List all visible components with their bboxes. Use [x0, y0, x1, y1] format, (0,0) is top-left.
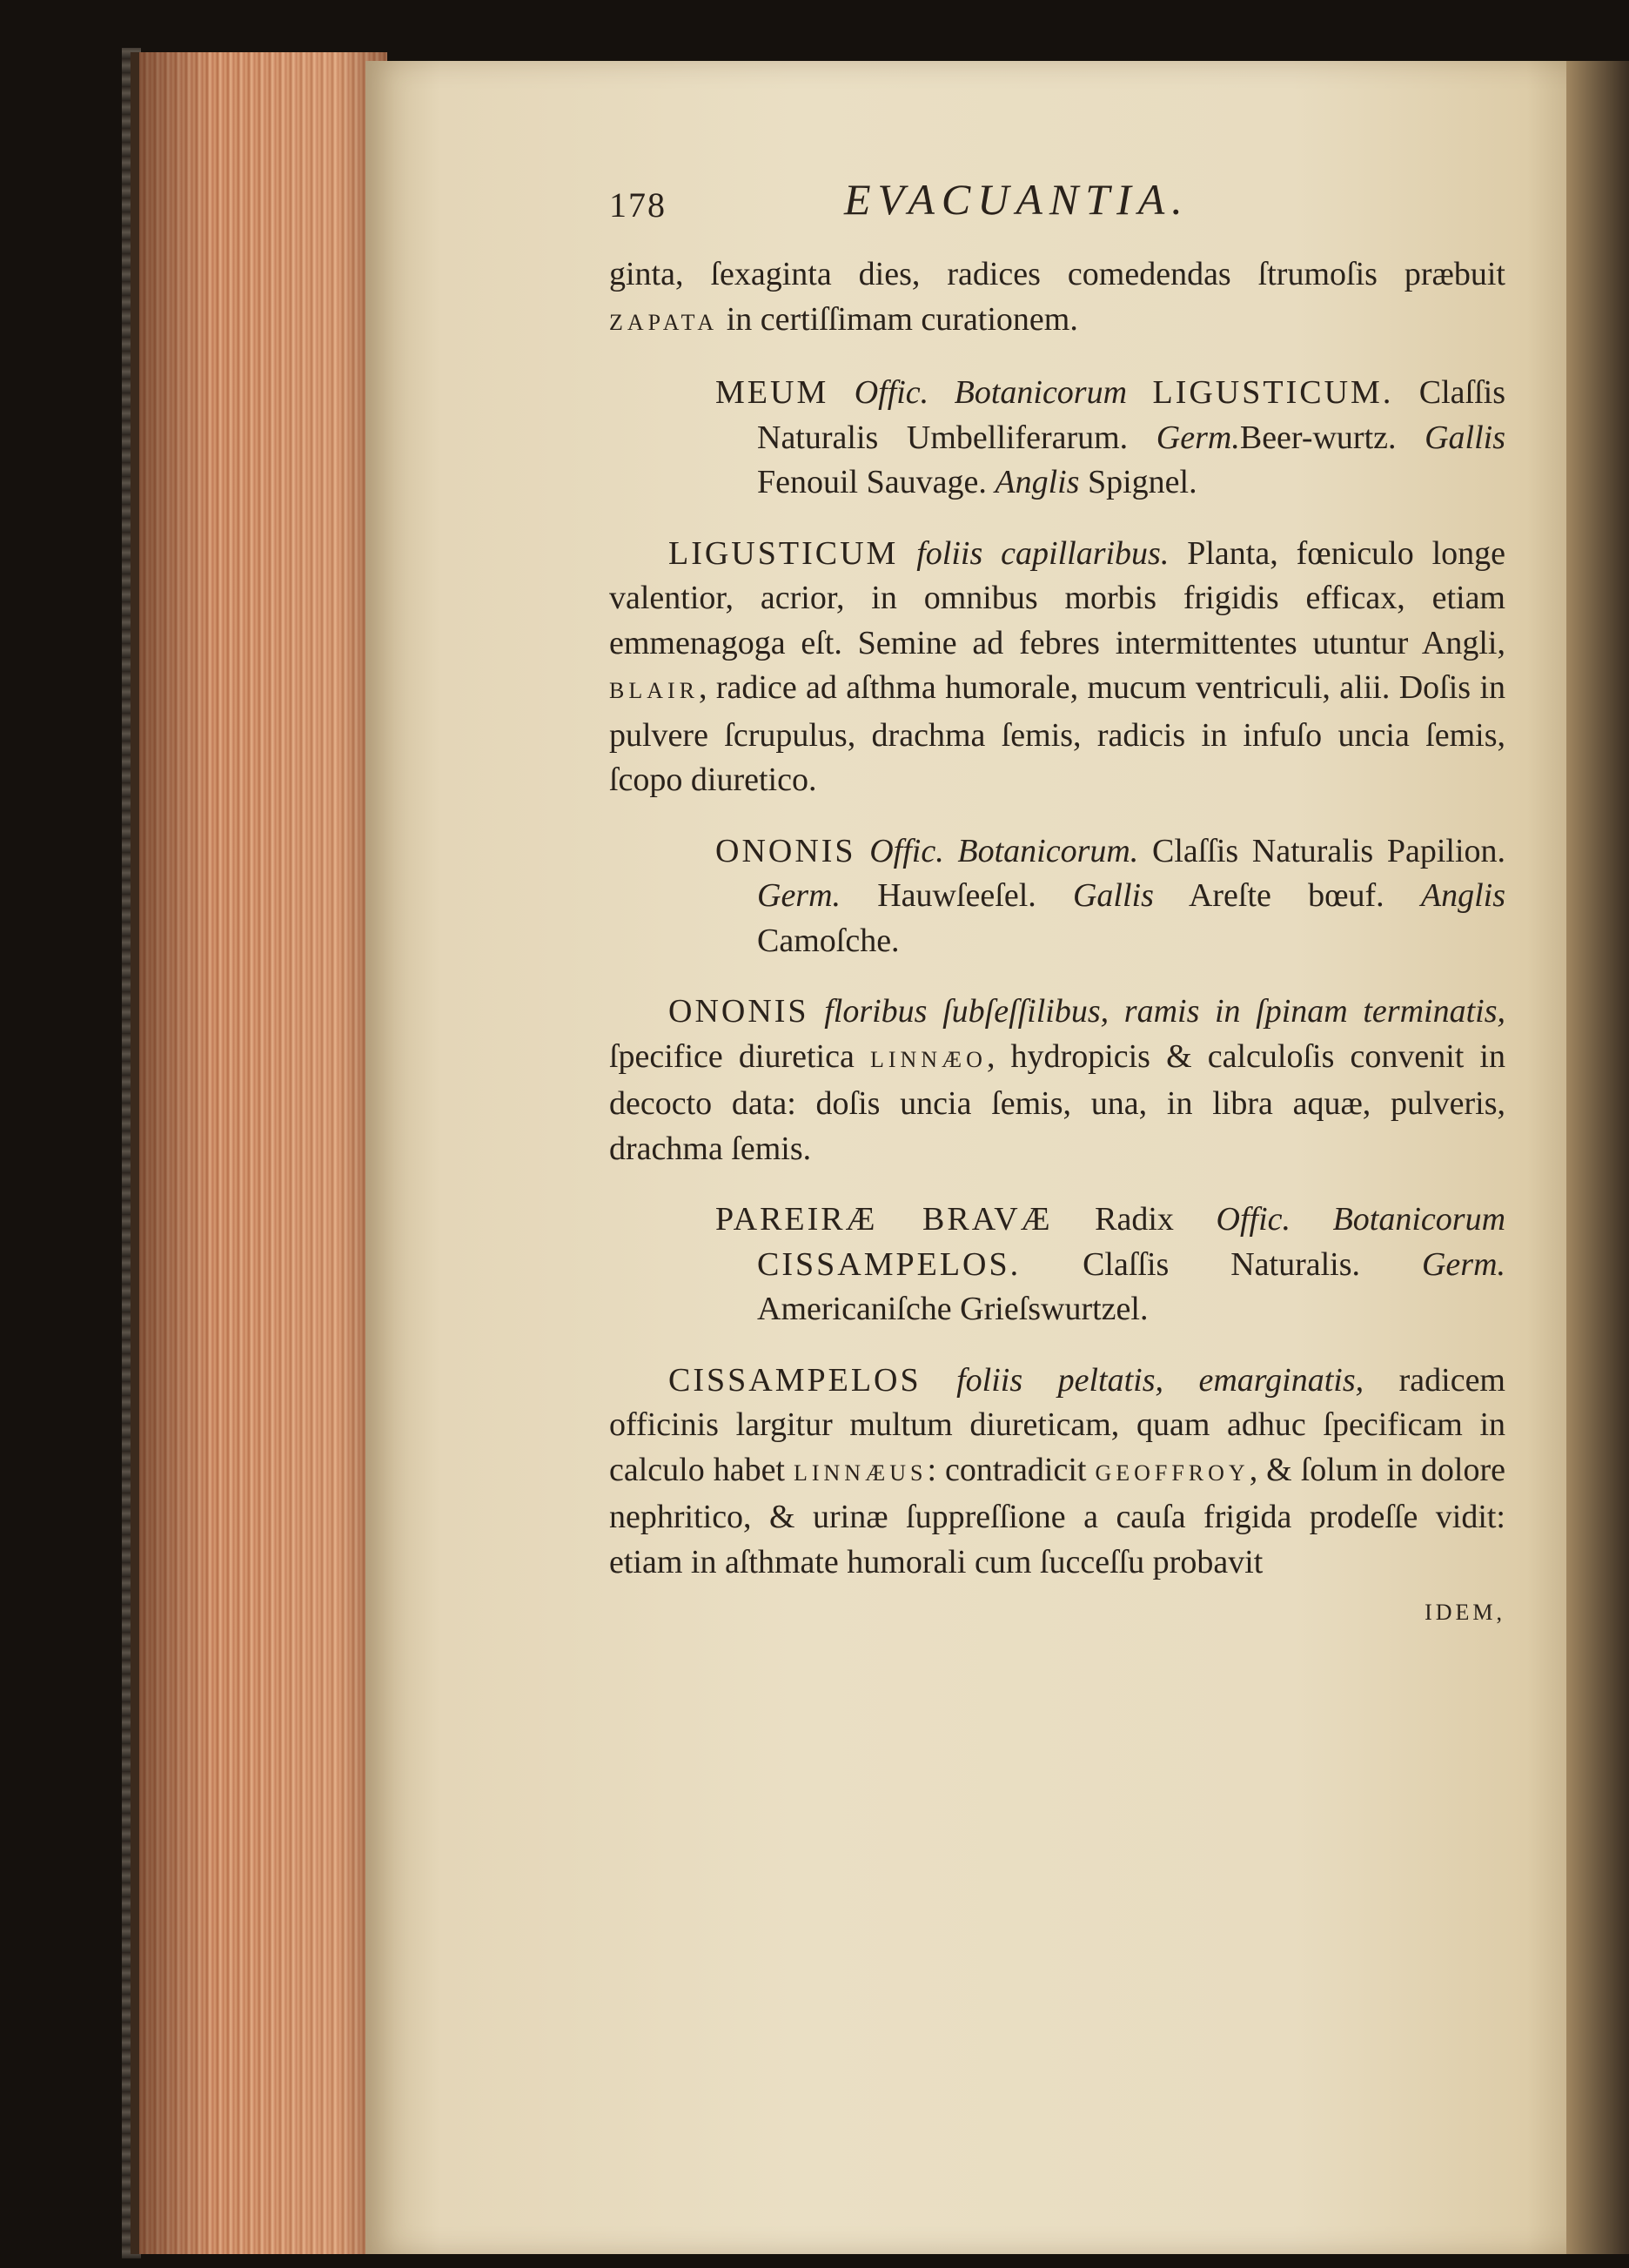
text-run: Claſſis Naturalis Umbelliferarum. — [757, 374, 1506, 456]
text-run: , radice ad aſthma humorale, mucum ventriculi, alii. Doſis in pulvere ſcrupulus, drachma ſemis, radicis in infuſo uncia ſemis, ſcopo diuretico. — [609, 669, 1505, 798]
label-germ: Germ. — [1421, 1245, 1506, 1283]
page-stack-edge — [131, 52, 387, 2254]
author-name: BLAIR — [609, 678, 699, 703]
paragraph-ononis — [609, 990, 1505, 1171]
entry-heading: ONONIS — [715, 832, 856, 869]
running-head — [609, 175, 1505, 235]
paragraph-continuation — [609, 252, 1505, 345]
species-heading: ONONIS — [668, 993, 809, 1030]
entry-heading: PAREIRÆ BRAVÆ — [715, 1201, 1053, 1238]
entry-genus: CISSAMPELOS. — [757, 1245, 1022, 1283]
author-name: LINNÆUS — [793, 1459, 928, 1486]
text-block — [609, 175, 1506, 1635]
text-run: , hydropicis & calculoſis convenit in decocto data: doſis uncia ſemis, una, in libra aquæ, pulveris, drachma ſemis. — [609, 1037, 1505, 1167]
text-run: radicem officinis largitur multum diureticam, quam adhuc ſpecificam in calculo habet — [609, 1361, 1505, 1488]
label-anglis: Anglis — [995, 464, 1080, 500]
paragraph-ligusticum — [609, 532, 1505, 803]
label-germ: Germ. — [757, 877, 841, 914]
label-germ: Germ. — [1156, 419, 1240, 456]
label-gallis: Gallis — [1425, 419, 1506, 456]
text-run: Claſſis Naturalis. — [1083, 1245, 1361, 1283]
entry-offic: Offic. Botanicorum. — [869, 832, 1139, 869]
entry-ononis — [609, 829, 1505, 964]
entry-offic: Offic. Botanicorum — [854, 374, 1128, 411]
text-run: Radix — [1095, 1201, 1174, 1238]
page-stack-shading — [139, 52, 387, 2254]
label-gallis: Gallis — [1072, 877, 1154, 914]
paragraph-cissampelos — [609, 1359, 1505, 1586]
text-run: Areſte bœuf. — [1188, 877, 1384, 914]
text-run: ginta, ſexaginta dies, radices comedendas ſtrumoſis præbuit — [609, 256, 1505, 292]
text-run: ſpecifice diuretica — [609, 1037, 855, 1075]
species-descriptor: foliis capillaribus. — [916, 534, 1170, 572]
species-heading: CISSAMPELOS — [668, 1361, 922, 1399]
author-name: ZAPATA — [609, 309, 719, 335]
text-run: Americaniſche Grieſswurtzel. — [757, 1291, 1149, 1327]
catchword: IDEM, — [1425, 1600, 1505, 1625]
text-run: Camoſche. — [757, 922, 900, 959]
entry-heading: MEUM — [715, 374, 829, 411]
text-run: in certiſſimam curationem. — [726, 300, 1078, 338]
text-run: Hauwſeeſel. — [877, 877, 1036, 914]
species-heading: LIGUSTICUM — [668, 534, 899, 572]
text-run: Claſſis Naturalis Papilion. — [1151, 832, 1506, 869]
species-descriptor: foliis peltatis, emarginatis, — [956, 1361, 1364, 1399]
entry-offic: Offic. Botanicorum — [1216, 1201, 1506, 1238]
species-descriptor: floribus ſubſeſſilibus, ramis in ſpinam terminatis, — [824, 993, 1505, 1030]
author-name: LINNÆO — [869, 1046, 987, 1072]
text-run: Planta, fœniculo longe valentior, acrior, in omnibus morbis frigidis efficax, etiam emmenagoga eſt. Semine ad febres intermittentes utuntur Angli, — [609, 534, 1506, 661]
running-head-title: EVACUANTIA. — [844, 175, 1190, 224]
entry-pareira — [609, 1198, 1505, 1332]
entry-genus: LIGUSTICUM. — [1152, 374, 1394, 411]
entry-meum — [609, 371, 1505, 506]
page-right-shadow — [1566, 61, 1629, 2254]
text-run: Fenouil Sauvage. — [757, 464, 987, 500]
author-name: GEOFFROY — [1095, 1459, 1250, 1486]
text-run: , & ſolum in dolore nephritico, & urinæ ſuppreſſione a cauſa frigida prodeſſe vidit: etiam in aſthmate humorali cum ſucceſſu probavit — [609, 1451, 1505, 1580]
text-run: : contradicit — [927, 1451, 1087, 1488]
label-anglis: Anglis — [1420, 877, 1505, 914]
page-number: 178 — [609, 185, 667, 225]
text-run: Spignel. — [1087, 464, 1197, 500]
text-run: Beer-wurtz. — [1239, 419, 1397, 456]
